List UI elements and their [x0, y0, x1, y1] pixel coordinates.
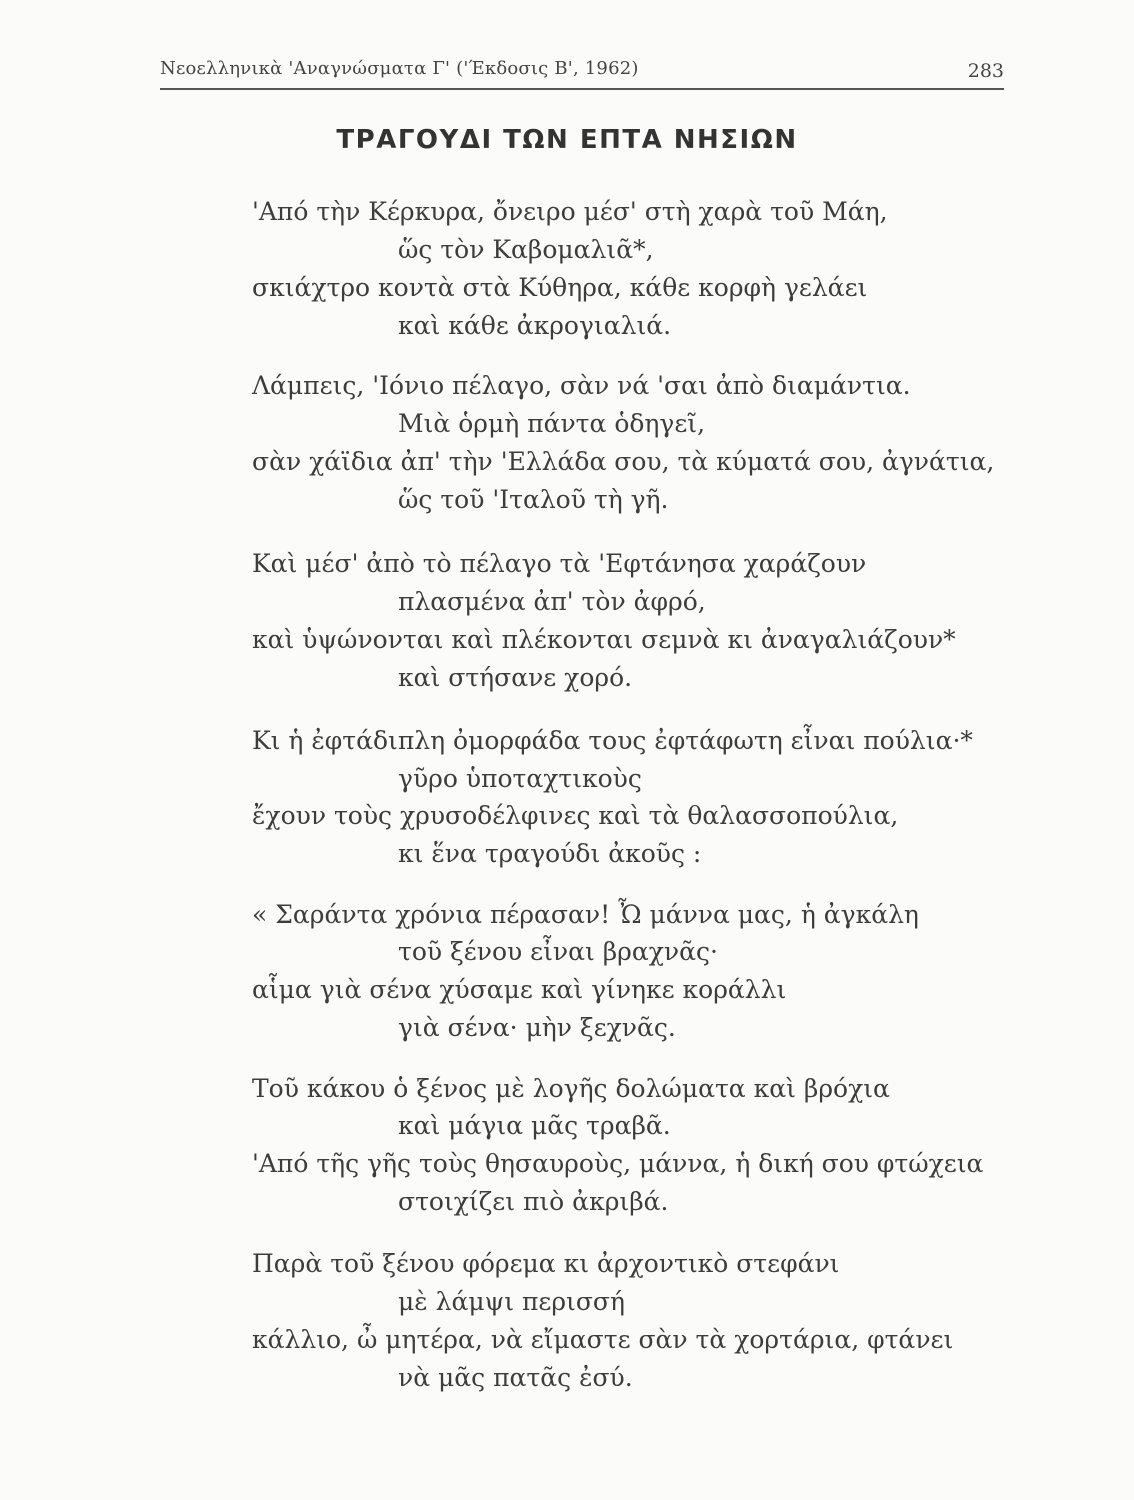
verse-line: ἔχουν τοὺς χρυσοδέλφινες καὶ τὰ θαλασσοπούλια, — [252, 801, 899, 830]
verse-line: « Σαράντα χρόνια πέρασαν! Ὦ μάννα μας, ἡ ἀγκάλη — [252, 900, 919, 929]
verse-line: τοῦ ξένου εἶναι βραχνᾶς· — [398, 937, 718, 966]
poem-title: ΤΡΑΓΟΥΔΙ ΤΩΝ ΕΠΤΑ ΝΗΣΙΩΝ — [336, 125, 798, 155]
running-title: Νεοελληνικὰ 'Αναγνώσματα Γ' ('Έκδοσις Β', 1962) — [160, 58, 639, 79]
verse-line: αἷμα γιὰ σένα χύσαμε καὶ γίνηκε κοράλλι — [252, 975, 787, 1004]
verse-line: καὶ στήσανε χορό. — [398, 663, 633, 692]
verse-line: γῦρο ὑποταχτικοὺς — [398, 764, 642, 793]
page-number: 283 — [967, 60, 1004, 82]
verse-line: Κι ἡ ἐφτάδιπλη ὀμορφάδα τους ἐφτάφωτη εἶναι πούλια·* — [252, 726, 973, 755]
verse-line: κι ἕνα τραγούδι ἀκοῦς : — [398, 839, 702, 868]
verse-line: πλασμένα ἀπ' τὸν ἀφρό, — [398, 587, 706, 616]
running-header — [160, 56, 1004, 90]
verse-line: 'Από τὴν Κέρκυρα, ὄνειρο μέσ' στὴ χαρὰ τοῦ Μάη, — [252, 197, 888, 226]
verse-line: ὥς τοῦ 'Ιταλοῦ τὴ γῆ. — [398, 485, 669, 514]
verse-line: σκιάχτρο κοντὰ στὰ Κύθηρα, κάθε κορφὴ γελάει — [252, 273, 868, 302]
verse-line: γιὰ σένα· μὴν ξεχνᾶς. — [398, 1013, 676, 1042]
verse-line: καὶ κάθε ἀκρογιαλιά. — [398, 311, 672, 340]
verse-line: Τοῦ κάκου ὁ ξένος μὲ λογῆς δολώματα καὶ βρόχια — [252, 1074, 890, 1103]
verse-line: νὰ μᾶς πατᾶς ἐσύ. — [398, 1363, 633, 1392]
verse-line: 'Από τῆς γῆς τοὺς θησαυροὺς, μάννα, ἡ δική σου φτώχεια — [252, 1149, 984, 1178]
verse-line: στοιχίζει πιὸ ἀκριβά. — [398, 1187, 669, 1216]
verse-line: ὥς τὸν Καβομαλιᾶ*, — [398, 235, 654, 264]
verse-line: Καὶ μέσ' ἀπὸ τὸ πέλαγο τὰ 'Εφτάνησα χαράζουν — [252, 549, 867, 578]
verse-line: Λάμπεις, 'Ιόνιο πέλαγο, σὰν νά 'σαι ἀπὸ διαμάντια. — [252, 371, 911, 400]
verse-line: καὶ ὑψώνονται καὶ πλέκονται σεμνὰ κι ἀναγαλιάζουν* — [252, 625, 956, 654]
verse-line: καὶ μάγια μᾶς τραβᾶ. — [398, 1111, 671, 1140]
verse-line: Μιὰ ὁρμὴ πάντα ὁδηγεῖ, — [398, 409, 706, 438]
verse-line: σὰν χάϊδια ἀπ' τὴν 'Ελλάδα σου, τὰ κύματά σου, ἀγνάτια, — [252, 447, 995, 476]
verse-line: Παρὰ τοῦ ξένου φόρεμα κι ἀρχοντικὸ στεφάνι — [252, 1249, 840, 1278]
verse-line: μὲ λάμψι περισσή — [398, 1287, 625, 1316]
verse-line: κάλλιο, ὦ μητέρα, νὰ εἴμαστε σὰν τὰ χορτάρια, φτάνει — [252, 1325, 954, 1354]
